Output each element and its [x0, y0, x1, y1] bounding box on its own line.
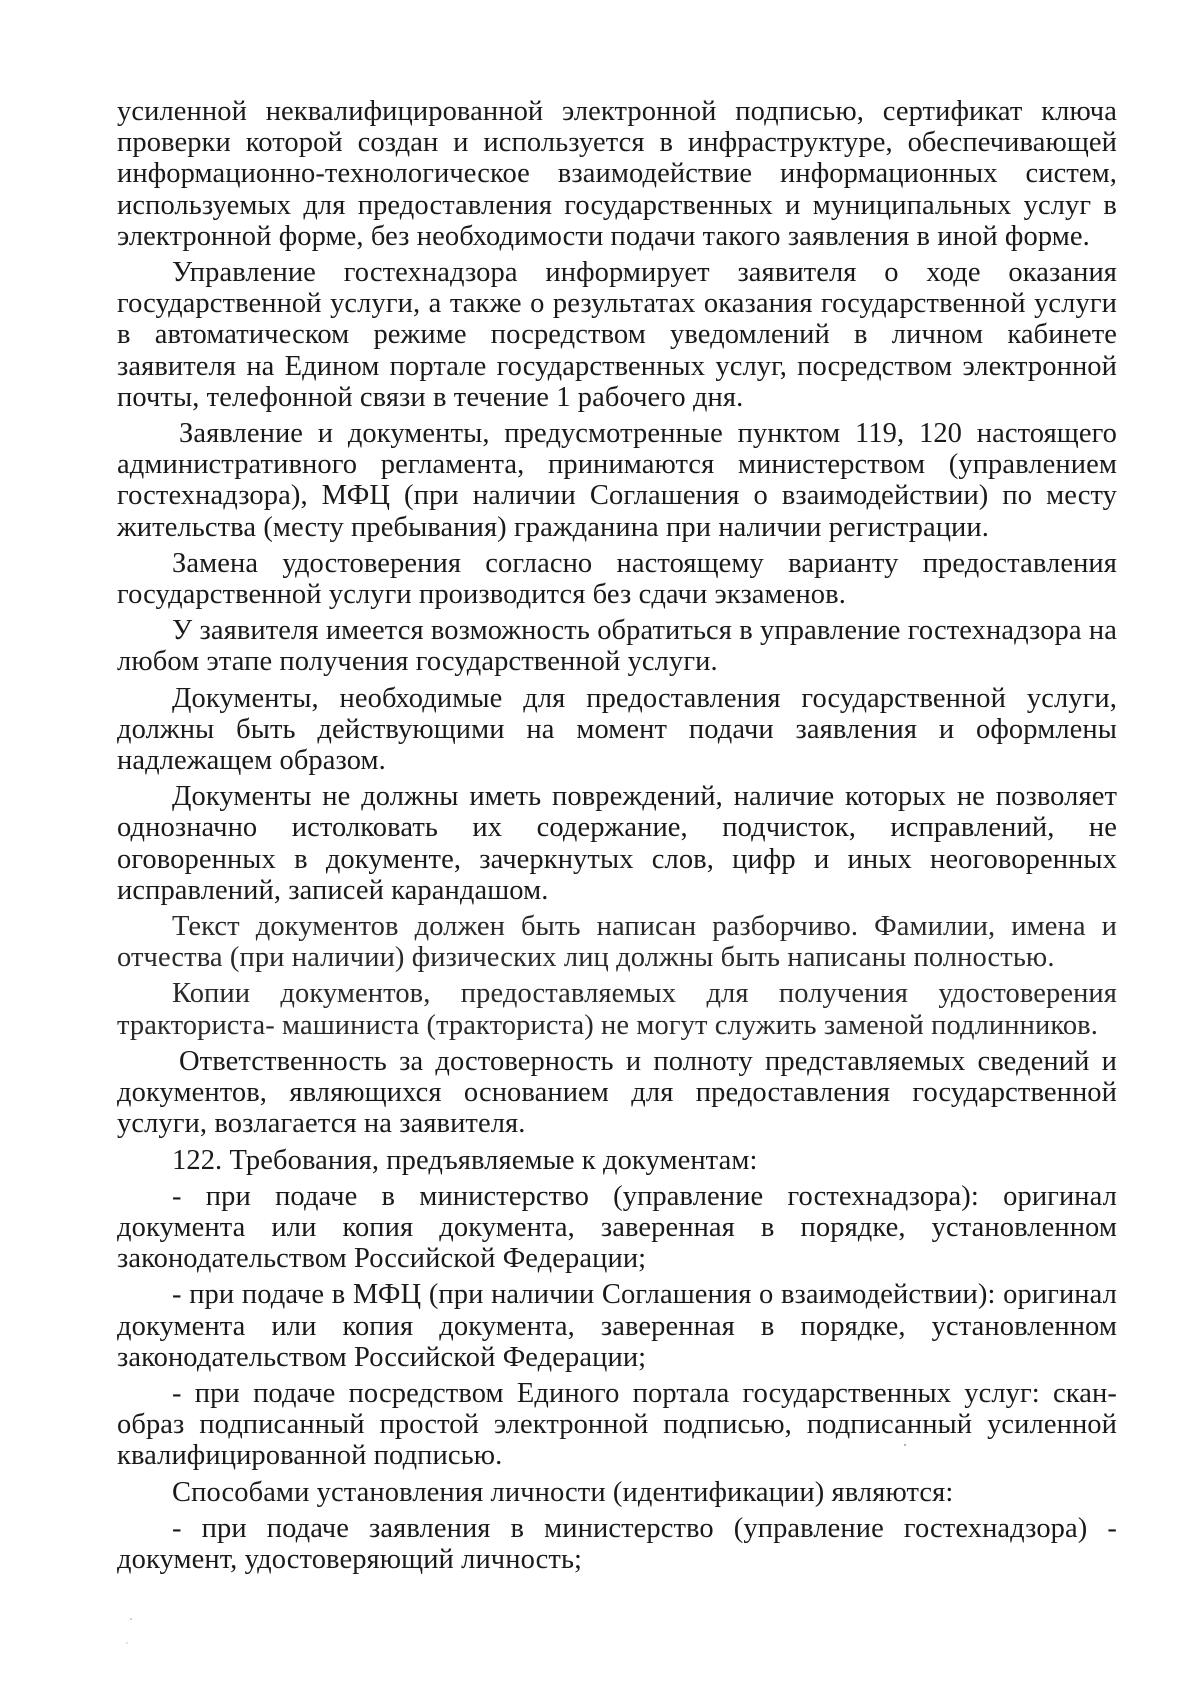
paragraph-documents-damage: Документы не должны иметь повреждений, наличие которых не позволяет однозначно истолковать их содержание, подчисток, исправлений, не оговоренных в документе, зачеркнутых слов, цифр и иных неоговоренных исправлений, записей карандашом. — [117, 781, 1117, 906]
paragraph-applicant-appeal: У заявителя имеется возможность обратиться в управление гостехнадзора на любом этапе получения государственной услуги. — [117, 615, 1117, 678]
list-item-portal-submission: - при подаче посредством Единого портала государственных услуг: скан-образ подписанный простой электронной подписью, подписанный усиленной квалифицированной подписью. — [117, 1377, 1117, 1472]
list-item-mfc-submission: - при подаче в МФЦ (при наличии Соглашения о взаимодействии): оригинал документа или копия документа, заверенная в порядке, установленном законодательством Российской Федерации; — [117, 1279, 1117, 1373]
scan-speck — [126, 1642, 128, 1644]
list-item-ministry-submission: - при подаче в министерство (управление гостехнадзора): оригинал документа или копия документа, заверенная в порядке, установленном законодательством Российской Федерации; — [117, 1180, 1117, 1275]
paragraph-certificate-replacement: Замена удостоверения согласно настоящему варианту предоставления государственной услуги производится без сдачи экзаменов. — [117, 547, 1117, 611]
scan-speck — [130, 1618, 132, 1620]
paragraph-section-122-heading: 122. Требования, предъявляемые к документам: — [172, 1144, 758, 1176]
paragraph-identification-methods: Способами установления личности (идентификации) являются: — [172, 1476, 954, 1508]
paragraph-responsibility: Ответственность за достоверность и полноту представляемых сведений и документов, являющихся основанием для предоставления государственной услуги, возлагается на заявителя. — [117, 1045, 1117, 1140]
paragraph-notification: Управление гостехнадзора информирует заявителя о ходе оказания государственной услуги, а также о результатах оказания государственной услуги в автоматическом режиме посредством уведомлений в личном кабинете заявителя на Едином портале государственных услуг, посредством электронной почты, телефонной связи в течение 1 рабочего дня. — [117, 257, 1117, 413]
paragraph-esignature: усиленной неквалифицированной электронной подписью, сертификат ключа проверки которой создан и используется в инфраструктуре, обеспечивающей информационно-технологическое взаимодействие информационных систем, используемых для предоставления государственных и муниципальных услуг в электронной форме, без необходимости подачи такого заявления в иной форме. — [117, 96, 1117, 252]
document-body — [117, 96, 1117, 1580]
paragraph-application-acceptance: Заявление и документы, предусмотренные пунктом 119, 120 настоящего административного регламента, принимаются министерством (управлением гостехнадзора), МФЦ (при наличии Соглашения о взаимодействии) по месту жительства (месту пребывания) гражданина при наличии регистрации. — [117, 418, 1117, 543]
paragraph-copies: Копии документов, предоставляемых для получения удостоверения тракториста- машиниста (тракториста) не могут служить заменой подлинников. — [117, 978, 1117, 1041]
paragraph-legibility: Текст документов должен быть написан разборчиво. Фамилии, имена и отчества (при наличии) физических лиц должны быть написаны полностью. — [117, 911, 1117, 974]
list-item-identity-document: - при подаче заявления в министерство (управление гостехнадзора) - документ, удостоверяющий личность; — [117, 1512, 1117, 1575]
paragraph-documents-valid: Документы, необходимые для предоставления государственной услуги, должны быть действующими на момент подачи заявления и оформлены надлежащем образом. — [117, 682, 1117, 777]
